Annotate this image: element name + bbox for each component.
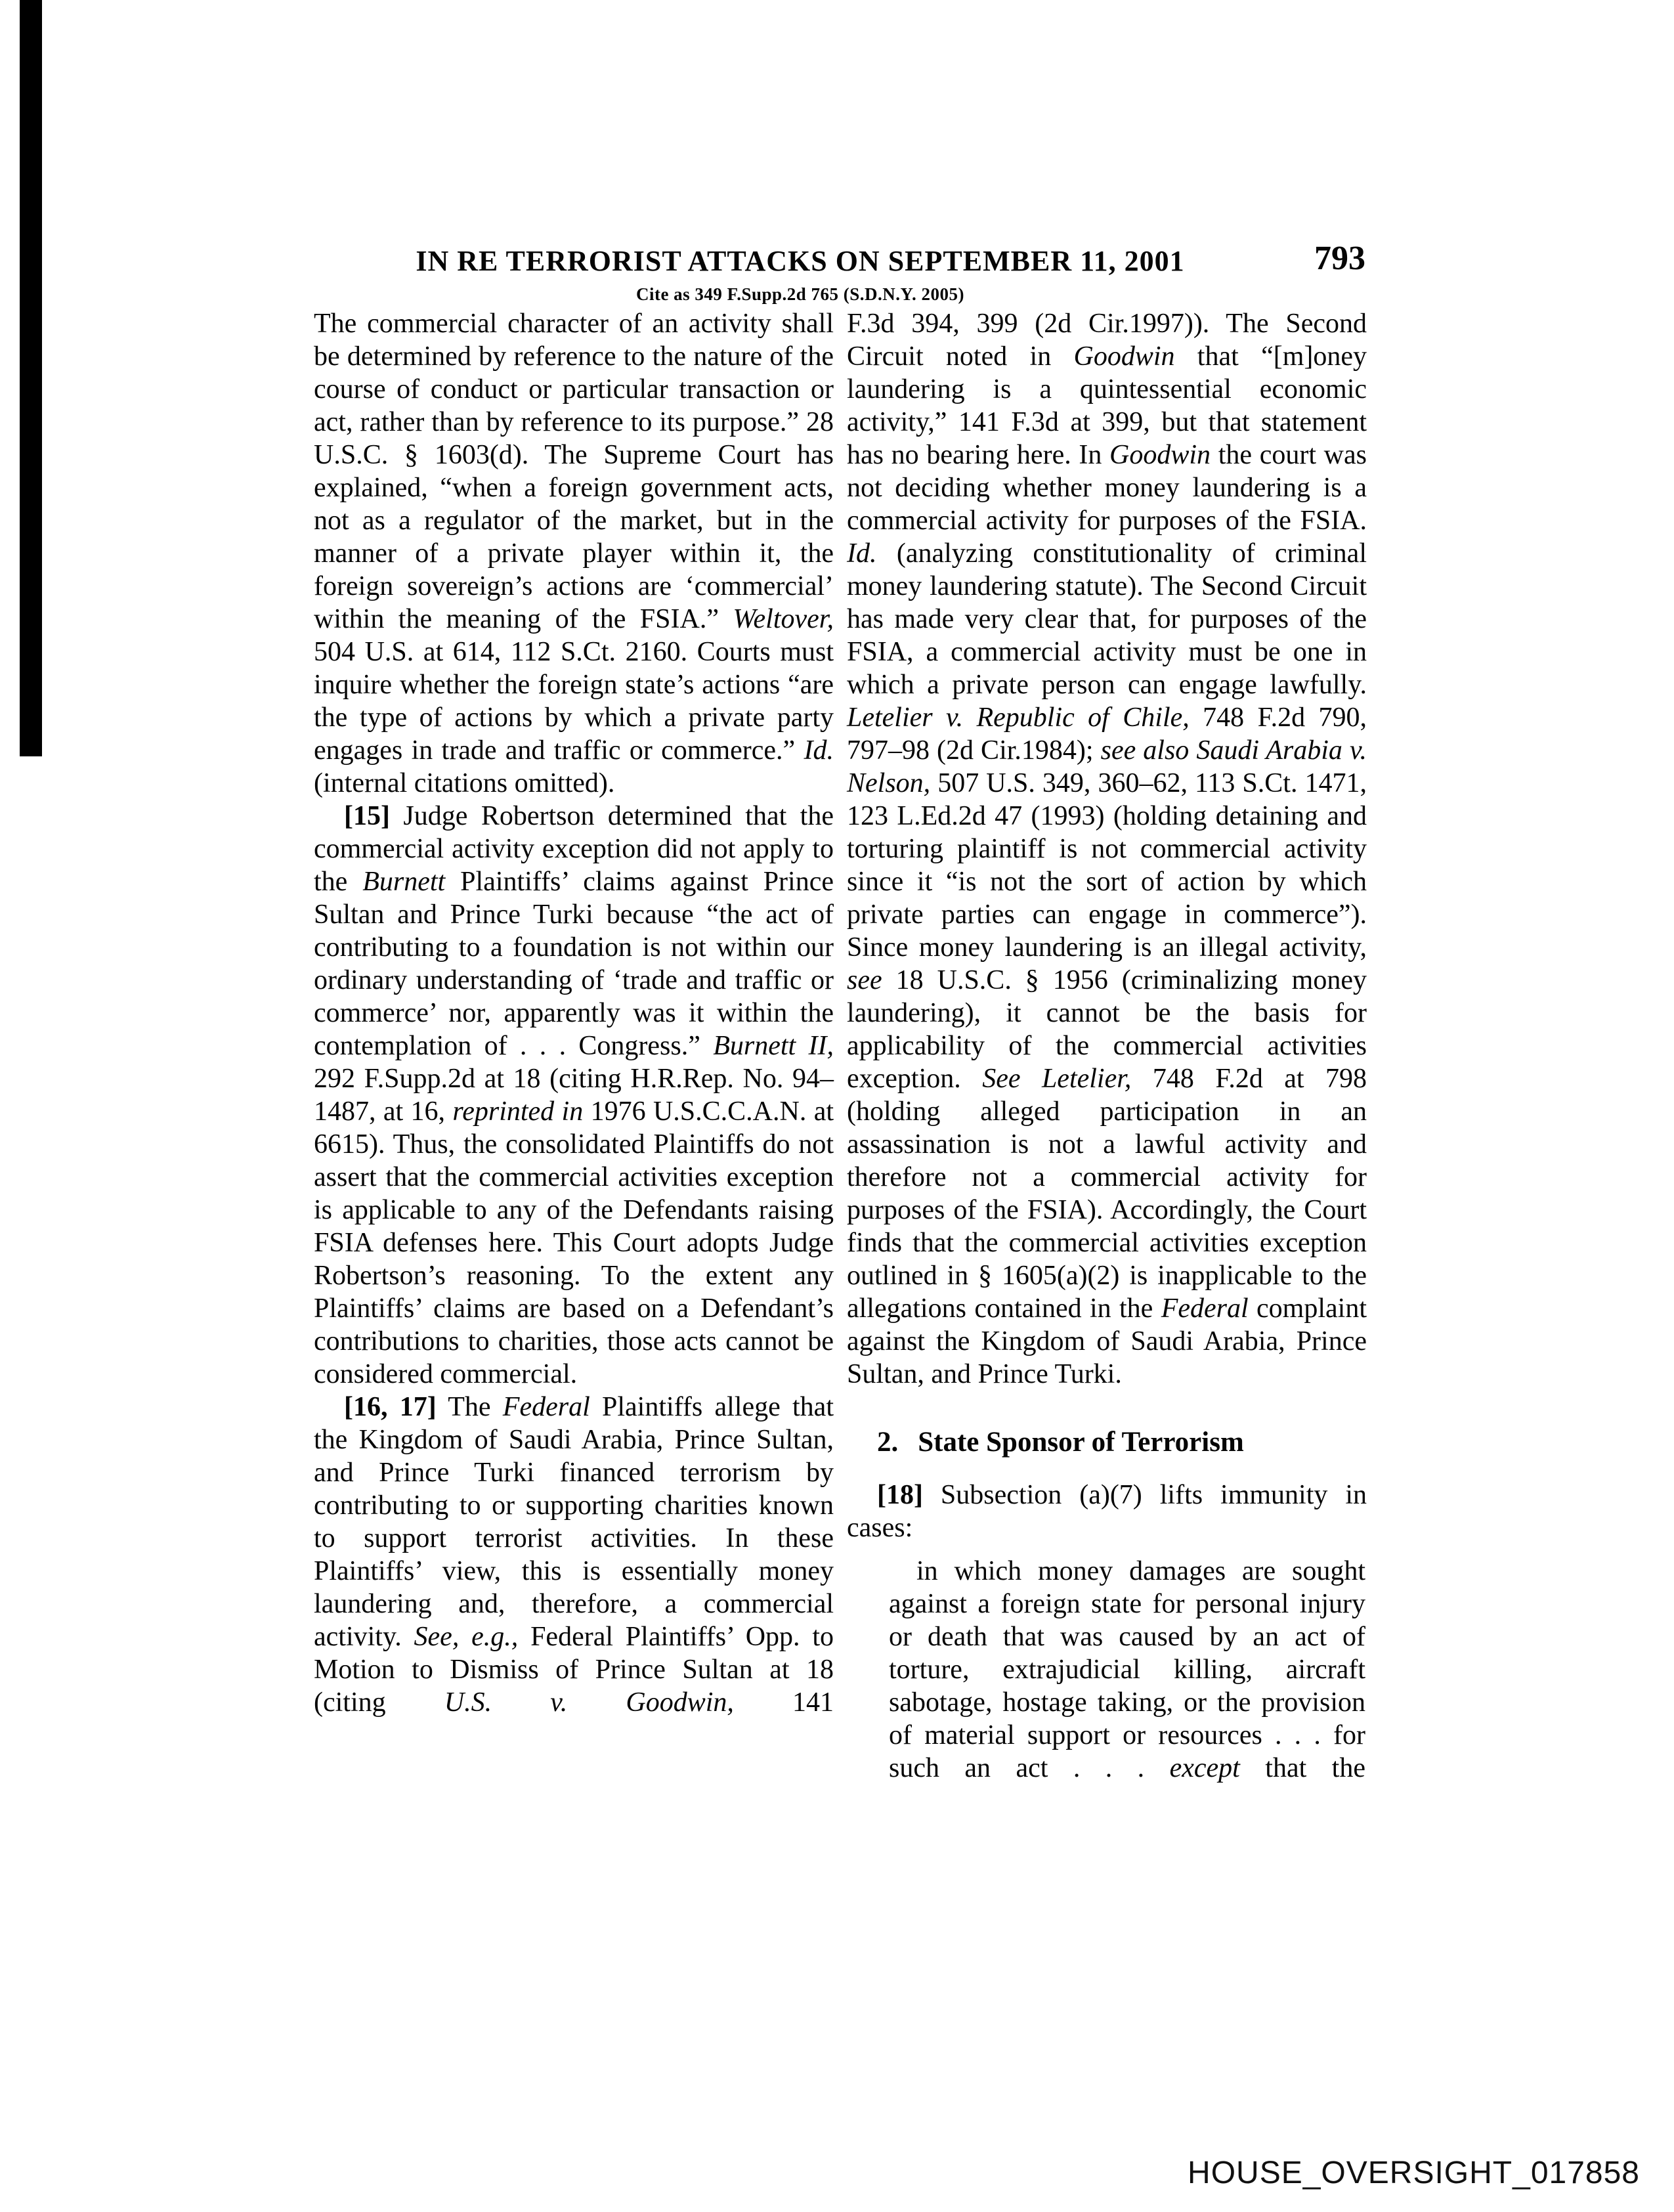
- paragraph-headnote-18: [18] Subsection (a)(7) lifts immunity in cases:: [847, 1480, 1367, 1543]
- page-header: [314, 240, 1365, 305]
- bates-number: HOUSE_OVERSIGHT_017858: [1188, 2156, 1640, 2190]
- section-heading: [847, 1426, 1367, 1459]
- page-number: 793: [1314, 240, 1365, 277]
- running-head-title: IN RE TERRORIST ATTACKS ON SEPTEMBER 11, 2001: [416, 245, 1185, 277]
- scan-artifact-bar: [20, 0, 42, 756]
- paragraph-statute-quote: The commercial character of an activity shall be determined by reference to the nature of the course of conduct or particular transaction or act, rather than by reference to its purpose.” 28 U.S.C. § 1603(d). The Supreme Court has explained, “when a foreign government acts, not as a regulator of the market, but in the manner of a private player within it, the foreign sovereign’s actions are ‘commercial’ within the meaning of the FSIA.” Weltover, 504 U.S. at 614, 112 S.Ct. 2160. Courts must inquire whether the foreign state’s actions “are the type of actions by which a private party engages in trade and traffic or commerce.” Id. (internal citations omitted).: [314, 309, 834, 798]
- page-footer: [1188, 2155, 1640, 2191]
- section-title: State Sponsor of Terrorism: [918, 1427, 1244, 1458]
- paragraph-continuation: F.3d 394, 399 (2d Cir.1997)). The Second Circuit noted in Goodwin that “[m]oney laundering is a quintessential economic activity,” 141 F.3d at 399, but that statement has no bearing here. In Goodwin the court was not deciding whether money laundering is a commercial activity for purposes of the FSIA. Id. (analyzing constitutionality of criminal money laundering statute). The Second Circuit has made very clear that, for purposes of the FSIA, a commercial activity must be one in which a private person can engage lawfully. Letelier v. Republic of Chile, 748 F.2d 790, 797–98 (2d Cir.1984); see also Saudi Arabia v. Nelson, 507 U.S. 349, 360–62, 113 S.Ct. 1471, 123 L.Ed.2d 47 (1993) (holding detaining and torturing plaintiff is not commercial activity since it “is not the sort of action by which private parties can engage in commerce”). Since money laundering is an illegal activity, see 18 U.S.C. § 1956 (criminalizing money laundering), it cannot be the basis for applicability of the commercial activities exception. See Letelier, 748 F.2d at 798 (holding alleged participation in an assassination is not a lawful activity and therefore not a commercial activity for purposes of the FSIA). Accordingly, the Court finds that the commercial activities exception outlined in § 1605(a)(2) is inapplicable to the allegations contained in the Federal complaint against the Kingdom of Saudi Arabia, Prince Sultan, and Prince Turki.: [847, 309, 1367, 1389]
- section-number: 2.: [877, 1427, 899, 1458]
- block-quote: in which money damages are sought against a foreign state for personal injury or death that was caused by an act of torture, extrajudicial killing, aircraft sabotage, hostage taking, or the provision of material support or resources . . . for such an act . . . except that the: [889, 1556, 1365, 1783]
- right-column: [847, 307, 1367, 1785]
- left-column: [314, 307, 834, 1719]
- citation-line: Cite as 349 F.Supp.2d 765 (S.D.N.Y. 2005): [635, 284, 965, 304]
- paragraph-headnote-15: [15] Judge Robertson determined that the commercial activity exception did not apply to the Burnett Plaintiffs’ claims against Prince Sultan and Prince Turki because “the act of contributing to a foundation is not within our ordinary understanding of ‘trade and traffic or commerce’ nor, apparently was it within the contemplation of . . . Congress.” Burnett II, 292 F.Supp.2d at 18 (citing H.R.Rep. No. 94–1487, at 16, reprinted in 1976 U.S.C.C.A.N. at 6615). Thus, the consolidated Plaintiffs do not assert that the commercial activities exception is applicable to any of the Defendants raising FSIA defenses here. This Court adopts Judge Robertson’s reasoning. To the extent any Plaintiffs’ claims are based on a Defendant’s contributions to charities, those acts cannot be considered commercial.: [314, 801, 834, 1389]
- paragraph-headnote-16-17: [16, 17] The Federal Plaintiffs allege that the Kingdom of Saudi Arabia, Prince Sultan, and Prince Turki financed terrorism by contributing to or supporting charities known to support terrorist activities. In these Plaintiffs’ view, this is essentially money laundering and, therefore, a commercial activity. See, e.g., Federal Plaintiffs’ Opp. to Motion to Dismiss of Prince Sultan at 18 (citing U.S. v. Goodwin, 141: [314, 1392, 834, 1718]
